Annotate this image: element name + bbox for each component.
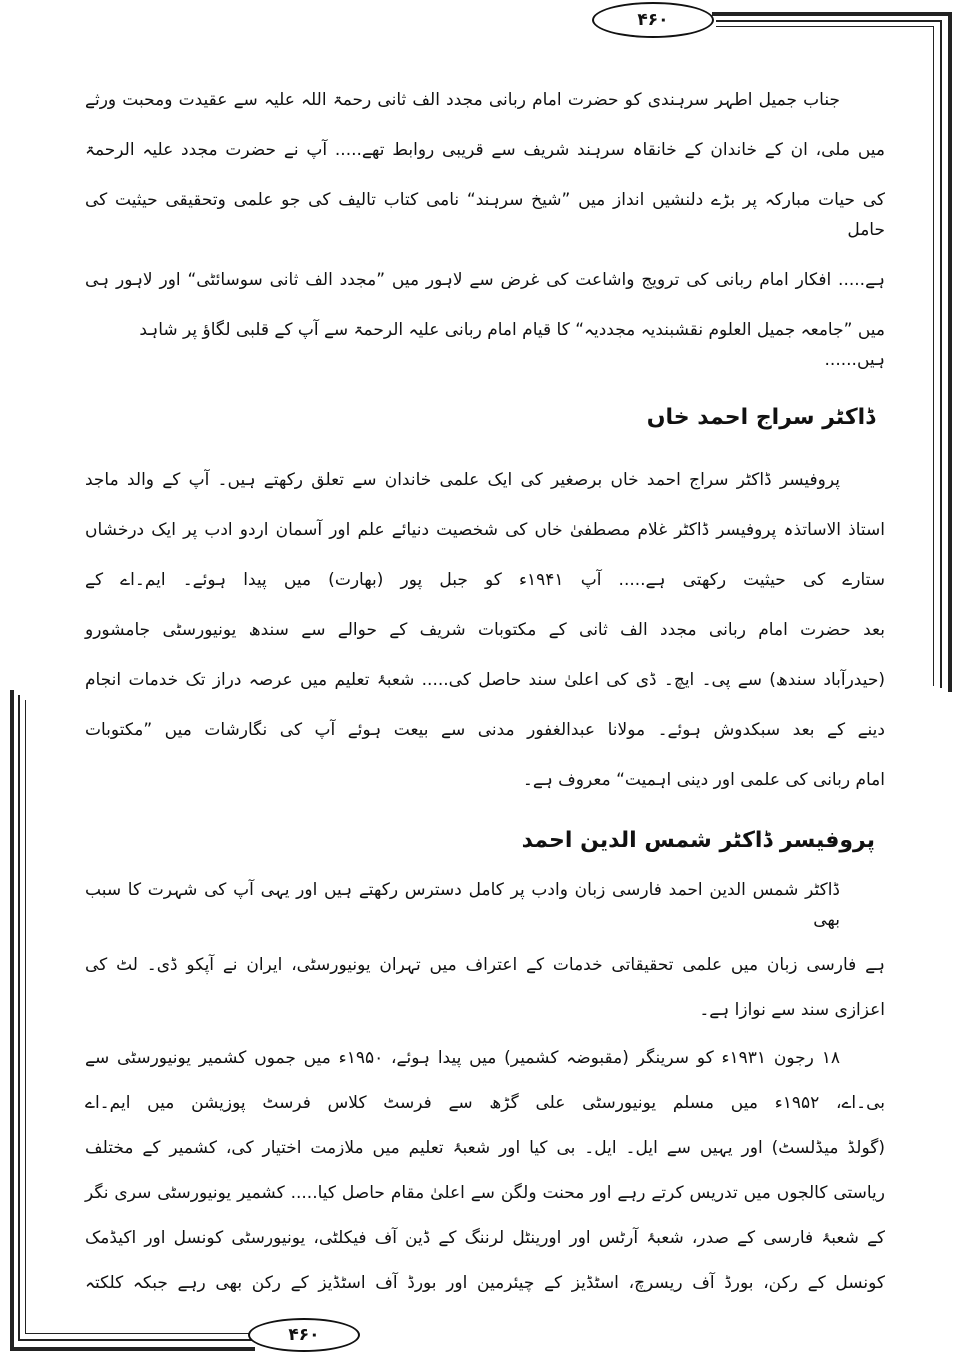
frame-line <box>716 26 934 27</box>
frame-line <box>18 1339 253 1341</box>
text-line: کونسل کے رکن، بورڈ آف ریسرچ، اسٹڈیز کے چیئرمین اور بورڈ آف اسٹڈیز کے رکن بھی رہے جبکہ کلکتہ <box>85 1273 885 1293</box>
text-line: میں ملی، ان کے خاندان کے خانقاہ سرہند شریف سے قریبی روابط تھے..... آپ نے حضرت مجدد علیہ الرحمۃ <box>85 140 885 160</box>
text-line: کی حیات مبارکہ پر بڑے دلنشیں انداز میں ”شیخ سرہند“ نامی کتاب تالیف کی جو علمی وتحقیقی حیثیت کی حامل <box>85 190 885 240</box>
text-line: ۱۸ رجون ۱۹۳۱ء کو سرینگر (مقبوضہ کشمیر) میں پیدا ہوئے، ۱۹۵۰ء میں جموں کشمیر یونیورسٹی سے <box>85 1048 840 1068</box>
text-line: جناب جمیل اطہر سرہندی کو حضرت امام ربانی مجدد الف ثانی رحمۃ اللہ علیہ سے عقیدت ومحبت ورثے <box>85 90 840 110</box>
page-number-bottom: ۴۶۰ <box>248 1318 360 1352</box>
text-line: ریاستی کالجوں میں تدریس کرتے رہے اور محنت ولگن سے اعلیٰ مقام حاصل کیا..... کشمیر یونیورسٹی سری نگر <box>85 1183 885 1203</box>
text-line: امام ربانی کی علمی اور دینی اہمیت“ معروف ہے۔ <box>522 770 885 790</box>
paragraph-shamsuddin-biography <box>85 1043 885 1313</box>
frame-line <box>716 20 942 22</box>
text-line: ستارے کی حیثیت رکھتی ہے..... آپ ۱۹۴۱ء کو جبل پور (بھارت) میں پیدا ہوئے۔ ایم۔اے کے <box>85 570 886 590</box>
frame-line <box>933 26 934 686</box>
section-heading: پروفیسر ڈاکٹر شمس الدین احمد <box>521 828 875 853</box>
page-number-top: ۴۶۰ <box>592 2 714 38</box>
text-line: ہے..... افکار امام ربانی کی ترویج واشاعت کی غرض سے لاہور میں ”مجدد الف ثانی سوسائٹی“ اور لاہور ہی <box>85 270 885 290</box>
text-line: کے شعبۂ فارسی کے صدر، شعبۂ آرٹس اور اورینٹل لرننگ کے ڈین آف فیکلٹی، یونیورسٹی کونسل اور اکیڈمک <box>85 1228 885 1248</box>
text-line: بعد حضرت امام ربانی مجدد الف ثانی کے مکتوبات شریف کے حوالے سے سندھ یونیورسٹی جامشورو <box>85 620 885 640</box>
paragraph-jamil-athar <box>85 85 885 395</box>
page-body <box>85 85 885 1313</box>
text-line: ڈاکٹر شمس الدین احمد فارسی زبان وادب پر کامل دسترس رکھتے ہیں اور یہی آپ کی شہرت کا سبب بھی <box>85 880 840 930</box>
frame-line <box>25 700 26 1334</box>
frame-line <box>18 695 20 1341</box>
frame-line <box>712 12 952 16</box>
text-line: میں ”جامعہ جمیل العلوم نقشبندیہ مجددیہ“ کا قیام امام ربانی علیہ الرحمۃ سے آپ کے قلبی لگاؤ پر شاہد ہیں...... <box>139 320 885 370</box>
text-line: استاذ الاساتذہ پروفیسر ڈاکٹر غلام مصطفیٰ خاں کی شخصیت دنیائے علم اور آسمان اردو ادب پر ایک درخشاں <box>85 520 885 540</box>
text-line: اعزازی سند سے نوازا ہے۔ <box>699 1000 885 1020</box>
frame-line <box>25 1333 255 1334</box>
frame-line <box>948 12 952 692</box>
text-line: (حیدرآباد سندھ) سے پی۔ ایچ۔ ڈی کی اعلیٰ سند حاصل کی..... شعبۂ تعلیم میں عرصہ دراز تک خدمات انجام <box>85 670 885 690</box>
section-heading: ڈاکٹر سراج احمد خاں <box>646 405 875 430</box>
text-line: (گولڈ میڈلسٹ) اور یہیں سے ایل۔ ایل۔ بی کیا اور شعبۂ تعلیم میں ملازمت اختیار کی، کشمیر کے مختلف <box>85 1138 885 1158</box>
text-line: دینے کے بعد سبکدوش ہوئے۔ مولانا عبدالغفور مدنی سے بیعت ہوئے آپ کی نگارشات میں ”مکتوبات <box>85 720 885 740</box>
text-line: بی۔اے، ۱۹۵۲ء میں مسلم یونیورسٹی علی گڑھ سے فرسٹ کلاس فرسٹ پوزیشن میں ایم۔اے <box>85 1093 886 1113</box>
frame-line <box>10 1347 255 1351</box>
frame-line <box>940 20 942 688</box>
paragraph-siraj-ahmad <box>85 465 885 815</box>
text-line: ہے فارسی زبان میں علمی تحقیقاتی خدمات کے اعتراف میں تہران یونیورسٹی، ایران نے آپکو ڈی۔ لٹ کی <box>85 955 885 975</box>
frame-line <box>10 690 14 1350</box>
text-line: پروفیسر ڈاکٹر سراج احمد خاں برصغیر کی ایک علمی خاندان سے تعلق رکھتے ہیں۔ آپ کے والد ماجد <box>85 470 840 490</box>
paragraph-shamsuddin-ahmad <box>85 875 885 1043</box>
